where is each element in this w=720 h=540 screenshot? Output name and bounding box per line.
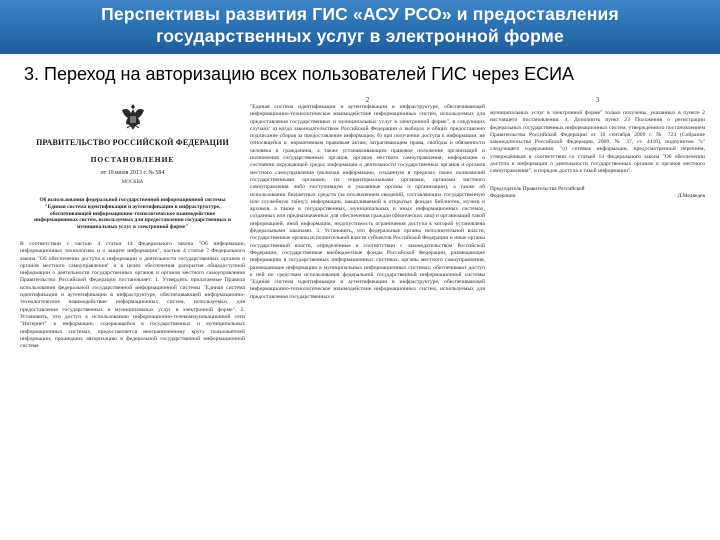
document-page-3 [490, 96, 705, 396]
page-number: 2 [365, 96, 370, 104]
signature-title: Председатель Правительства Российской Федерации [490, 185, 585, 199]
slide-header [0, 0, 720, 54]
decree-city: МОСКВА [121, 180, 144, 185]
page-2-body-text: "Единая система идентификации и аутентификации в инфраструктуре, обеспечивающей информационно-технологическое взаимодействие информационных систем, используемых для предоставления государственных и муниципальных услуг в электронной форме", в следующих случаях: а) когда законодательством Российской Федерации о выборах и общих предоставлено подписание сборов за предоставление информации; б) при получении доступа к информации, не относящейся к: нормативным правовым актам, затрагивающим права, свободы и обязанности человека и гражданина, а также устанавливающим правовое положение организаций и полномочия государственных органов, органов местного самоуправления; информации о состоянии окружающей среды; информации о деятельности государственных органов и органов местного самоуправления (включая информацию, созданную в пределах своих полномочий государственными органами, их территориальными органами, органами местного самоуправления либо поступившую в указанные органы и организации), а также об использовании бюджетных средств (за исключением сведений, составляющих государственную или служебную тайну); информации, накапливаемой в открытых фондах библиотек, музеев и архивов, а также в государственных, муниципальных и иных информационных системах, созданных или предназначенных для обеспечения граждан (физических лиц) и организаций такой информацией; иной информации, недопустимость ограничения доступа к которой установлена федеральными законами. 3. Установить, что федеральные органы исполнительной власти, государственные органы исполнительной власти субъектов Российской Федерации и иные органы государственной власти, определённые в соответствии с законодательством Российской Федерации, государственные внебюджетные фонды Российской Федерации, размещающие информацию в государственных информационных системах, органы местного самоуправления, размещающие информацию в муниципальных информационных системах, обеспечивают доступ к ней по средствам использования федеральной государственной информационной системы "Единая система идентификации и аутентификации в инфраструктуре, обеспечивающей информационно-технологическое взаимодействие информационных систем, используемых для предоставления государственных и [250, 104, 485, 300]
decree-about: Об использовании федеральной государственной информационной системы "Единая система идентификации и аутентификации в инфраструктуре, обеспечивающей информационно-технологическое взаимодействие информационных систем, используемых для предоставления государственных и муниципальных услуг в электронной форме" [34, 197, 231, 231]
document-page-1 [20, 96, 245, 534]
slide-subtitle: 3. Переход на авторизацию всех пользователей ГИС через ЕСИА [24, 64, 575, 84]
decree-heading: ПОСТАНОВЛЕНИЕ [90, 155, 175, 164]
slide-title-line1: Перспективы развития ГИС «АСУ РСО» и предоставления [101, 4, 619, 24]
signature-block [490, 186, 705, 200]
signature-name: Д.Медведев [677, 192, 705, 199]
decree-date-number: от 10 июля 2013 г. № 584 [100, 170, 165, 176]
page-number: 3 [595, 96, 600, 104]
decree-body-text: В соответствии с частью 4 статьи 14 Федерального закона "Об информации, информационных технологиях и о защите информации", частью 4 статьи 7 Федерального закона "Об обеспечении доступа к информации о деятельности государственных органов и органов местного самоуправления" и в целях обеспечения раскрытия общедоступной информации о деятельности государственных органов и органов местного самоуправления Правительство Российской Федерации постановляет: 1. Утвердить прилагаемые Правила использования федеральной государственной информационной системы "Единая система идентификации и аутентификации в инфраструктуре, обеспечивающей информационно-технологическое взаимодействие информационных систем, используемых для предоставления государственных и муниципальных услуг в электронной форме". 2. Установить, что доступ к использованию информационно-телекоммуникационной сети "Интернет" к информации, содержащейся в государственных и муниципальных информационных системах, предоставляется неограниченному кругу пользователей информации, прошедших авторизацию в федеральной государственной информационной системе [20, 240, 245, 350]
government-heading: ПРАВИТЕЛЬСТВО РОССИЙСКОЙ ФЕДЕРАЦИИ [36, 138, 229, 147]
slide-title-line2: государственных услуг в электронной форме [156, 26, 564, 46]
page-3-body-text: муниципальных услуг в электронной форме" только получены, указанных в пункте 2 настоящего постановления. 4. Дополнить пункт 23 Положения о регистрации федеральных государственных информационных систем, утверждённого постановлением Правительства Российской Федерации от 10 сентября 2009 г. № 723 (Собрание законодательства Российской Федерации, 2009, № 37, ст. 4416), подпунктом "ч" следующего содержания: "ч) сетевые информации, предусмотренной перечнем, утверждённым в соответствии со статьей 14 Федерального закона "Об обеспечении доступа к информации о деятельности государственных органов и органов местного самоуправления", и порядок доступа к такой информации". [490, 110, 705, 175]
document-page-2 [250, 96, 485, 534]
coat-of-arms-icon [118, 102, 148, 134]
